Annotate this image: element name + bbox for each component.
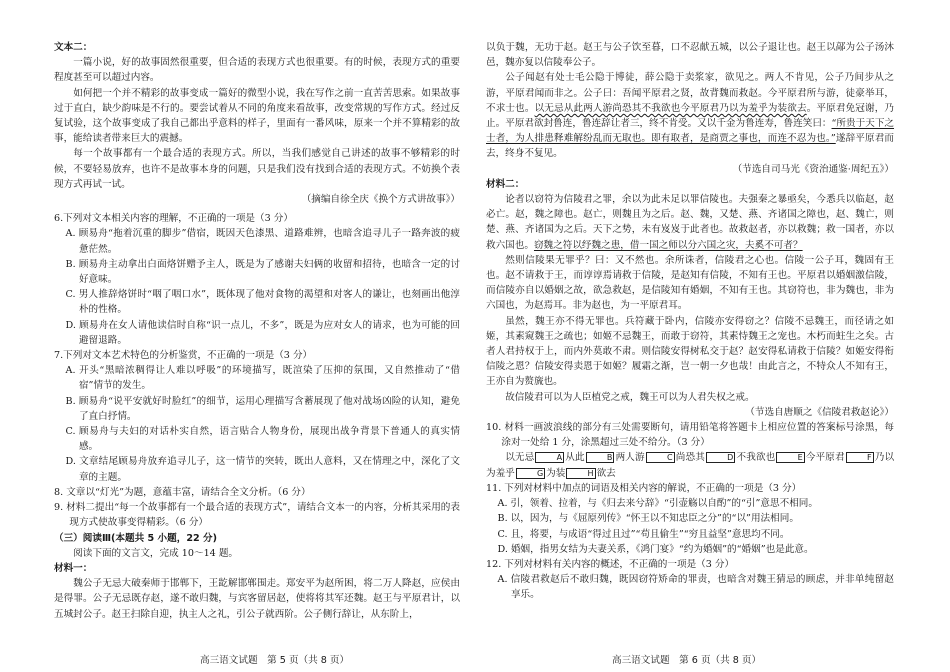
section-3-intro: 阅读下面的文言文，完成 10～14 题。 (73, 547, 239, 559)
question-10-stem: 10. 材料一画波浪线的部分有三处需要断句，请用铅笔将答题卡上相应位置的答案标号涂黑，每涂对一处给 1 分，涂黑超过三处不给分。（3 分） (486, 422, 894, 449)
page-footer-left: 高三语文试题 第 5 页（共 8 页） (200, 655, 350, 666)
question-7-option: C. 顾易舟与夫妇的对话朴实自然，语言贴合人物身份，展现出战争背景下普通人的真实情感。 (65, 426, 460, 453)
material-1-paragraph: 魏公子无忌大破秦师于邯郸下，王龁解邯郸围走。郑安平为赵所困，将二万人降赵，应侯由是得罪。公子无忌既存赵，遂不敢归魏，与宾客留居赵，使将将其军还魏。赵王与平原君计，以五城封公子。赵王扫除自迎，执主人之礼，引公子就西阶。公子侧行辞让，从东阶上， (54, 578, 460, 620)
question-11-stem: 11. 下列对材料中加点的词语及相关内容的解说，不正确的一项是（3 分） (486, 482, 802, 494)
question-10-options (486, 450, 894, 480)
question-7-option: D. 文章结尾顾易舟放弃追寻儿子，这一情节的突转，既出人意料，又在情理之中，深化了文章的主题。 (65, 456, 460, 483)
material-1-source: （节选自司马光《资治通鉴·周纪五》） (732, 163, 894, 175)
text2-paragraph: 如何把一个并不精彩的故事变成一篇好的微型小说，我在写作之前一直苦苦思索。如果故事过于直白，缺少韵味是不行的。要尝试着从不同的角度来看故事，改变常规的写作方式。经过反复试验，这个故事变成了我自己都出乎意料的样子，里面有一番风味，原来一个并不算精彩的故事，能给读者带来巨大的震撼。 (54, 87, 460, 145)
material-1-paragraph: 以负于魏，无功于赵。赵王与公子饮至暮，口不忍献五城，以公子退让也。赵王以鄗为公子汤沐邑，魏亦复以信陵奉公子。 (486, 42, 894, 69)
q10-seg: 从此 (565, 452, 585, 464)
material-2-paragraph: 虽然，魏王亦不得无罪也。兵符藏于卧内，信陵亦安得窃之？信陵不忌魏王，而径请之如姬，其素窥魏王之疏也；如姬不忌魏王，而敢于窃符，其素恃魏王之宠也。木朽而蛀生之矣。古者人君持权于上，而内外莫敢不肃。则信陵安得树私交于赵？赵安得私请救于信陵？如姬安得衔信陵之恩？信陵安得卖恩于如姬？履霜之渐，岂一朝一夕也哉！由此言之，不特众人不知有王，王亦自为赘旒也。 (486, 315, 894, 388)
wavy-underlined-passage: 以无忌从此两人游尚恐其不我欲也今平原君乃以为羞乎为装欲去 (534, 102, 807, 114)
question-12-stem: 12. 下列对材料有关内容的概述，不正确的一项是（3 分） (486, 558, 735, 570)
question-11-option: B. 以，因为，与《屈原列传》“怀王以不知忠臣之分”的“以”用法相同。 (497, 513, 799, 525)
question-7-option: B. 顾易舟“说平安就好时脸红”的细节，运用心理描写含蓄展现了他对战场凶险的认知，避免了直白抒情。 (65, 395, 460, 422)
question-6-stem: 6.下列对文本相关内容的理解，不正确的一项是（3 分） (54, 213, 293, 225)
question-6-option: C. 男人推辞烙饼时“咽了咽口水”，既体现了他对食物的渴望和对客人的谦让，也刻画出他淳朴的性格。 (65, 289, 460, 316)
text2-title: 文本二： (54, 42, 93, 53)
q10-seg: 尚恐其 (675, 452, 705, 464)
q10-box[interactable]: D (706, 452, 735, 463)
q10-seg: 为装 (546, 467, 566, 479)
question-7-stem: 7.下列对文本艺术特色的分析鉴赏，不正确的一项是（3 分） (54, 350, 313, 362)
question-12-option: A. 信陵君救赵后不敢归魏，既因窃符矫命的罪责，也暗含对魏王猜忌的顾虑，并非单纯留赵享乐。 (497, 574, 894, 601)
q10-seg: 欲去 (596, 467, 616, 479)
question-9: 9. 材料二提出“每一个故事都有一个最合适的表现方式”，请结合文本一的内容，分析其采用的表现方式使故事变得精彩。（6 分） (54, 502, 460, 529)
passage-text: 论者以窃符为信陵君之罪，余以为此未足以罪信陵也。夫强秦之暴亟矣，今悉兵以临赵，赵必亡。赵，魏之障也。赵亡，则魏且为之后。赵、魏，又楚、燕、齐诸国之障也，赵、魏亡，则楚、燕、齐诸国为之后。天下之势，未有岌岌于此者也。故救赵者，亦以救魏；救一国者，亦以救六国也。 (486, 194, 894, 251)
material-2-paragraph (486, 192, 894, 253)
passage-text: 。平原君免冠谢，乃止。平原君欲封鲁连，鲁连辞让者三，终不肯受。又以千金为鲁连寿，鲁连笑曰： (486, 102, 895, 130)
question-11-option: D. 婚姻，指男女结为夫妻关系，《鸿门宴》“约为婚姻”的“婚姻”也是此意。 (497, 543, 814, 555)
material-2-paragraph: 故信陵君可以为人臣植党之戒，魏王可以为人君失权之戒。 (505, 391, 755, 403)
q10-box[interactable]: B (586, 452, 615, 463)
question-6-option: D. 顾易舟在女人请他读信时自称“识一点儿，不多”，既是为应对女人的请求，也为可能的回避留退路。 (65, 319, 460, 346)
q10-box[interactable]: A (535, 452, 564, 463)
material-2-title: 材料二： (486, 178, 525, 190)
q10-box[interactable]: C (646, 452, 675, 463)
q10-box[interactable]: F (846, 452, 874, 463)
material-2-source: （节选自唐顺之《信陵君救赵论》） (745, 406, 894, 418)
material-1-title: 材料一： (54, 562, 93, 574)
question-8: 8. 文章以“灯光”为题，意蕴丰富，请结合全文分析。（6 分） (54, 486, 311, 498)
q10-seg: 今平原君 (805, 452, 845, 464)
q10-seg: 不我欲也 (736, 452, 776, 464)
section-3-title: （三）阅读Ⅲ(本题共 5 小题，22 分) (54, 532, 218, 544)
question-11-option: C. 且，将要，与成语“得过且过”“苟且偷生”“穷且益坚”意思均不同。 (497, 528, 790, 540)
material-2-paragraph: 然则信陵果无罪乎？曰：又不然也。余所诛者，信陵君之心也。信陵一公子耳，魏固有王也。赵不请救于王，而谆谆焉请救于信陵，是赵知有信陵，不知有王也。平原君以婚姻激信陵，而信陵亦自以婚姻之故，欲急救赵，是信陵知有婚姻，不知有王也。其窃符也，非为魏也，非为六国也，为赵焉耳。非为赵也，为一平原君耳。 (486, 254, 894, 312)
q10-box[interactable]: G (516, 468, 545, 479)
underlined-passage: 窃魏之符以纾魏之患，借一国之师以分六国之灾，夫奚不可者？ (533, 239, 803, 251)
q10-seg: 以无忌 (505, 452, 535, 464)
question-11-option: A. 引，领着、拉着，与《归去来兮辞》“引壶觞以自酌”的“引”意思不相同。 (497, 498, 818, 510)
text2-paragraph: 一篇小说，好的故事固然很重要，但合适的表现方式也很重要。有的时候，表现方式的重要程度甚至可以超过内容。 (54, 57, 460, 84)
page-footer-right: 高三语文试题 第 6 页（共 8 页） (612, 655, 762, 666)
text2-paragraph: 每一个故事都有一个最合适的表现方式。所以，当我们感觉自己讲述的故事不够精彩的时候，不要轻易放弃，也许不是故事本身的问题，只是我们没有找到合适的表现方式。不妨换个表现方式再试一试。 (54, 148, 460, 190)
q10-seg: 乃以为羞乎 (486, 452, 895, 479)
material-1-paragraph (486, 70, 894, 161)
passage-text: 遂辞平原君而去，终身不复见。 (486, 133, 895, 160)
q10-seg: 两人游 (615, 452, 645, 464)
question-6-option: B. 顾易舟主动拿出白面烙饼赠予主人，既是为了感谢夫妇俩的收留和招待，也暗含一定的讨好意味。 (65, 258, 460, 286)
passage-text: 公子闻赵有处士毛公隐于博徒，薛公隐于卖浆家，欲见之。两人不肯见，公子乃间步从之游，平原君闻而非之。公子曰：吾闻平原君之贤，故背魏而救赵。今平原君所与游，徒豪举耳，不求士也。 (486, 72, 894, 114)
underlined-passage: “所贵于天下之士者，为人排患释难解纷乱而无取也。即有取者，是商贾之事也，而连不忍为也。” (486, 118, 895, 145)
q10-box[interactable]: E (776, 452, 804, 463)
question-6-option: A. 顾易舟“拖着沉重的脚步”借宿，既因天色漆黑、道路难辨，也暗含追寻儿子一路奔波的疲惫茫然。 (65, 228, 460, 255)
question-7-option: A. 开头“黑暗浓稠得让人难以呼吸”的环境描写，既渲染了压抑的氛围，又自然推动了“借宿”情节的发生。 (65, 365, 460, 392)
left-page (54, 40, 460, 622)
q10-box[interactable]: H (566, 468, 595, 479)
right-page (486, 40, 894, 603)
text2-source: （摘编自徐全庆《换个方式讲故事》） (301, 194, 460, 206)
